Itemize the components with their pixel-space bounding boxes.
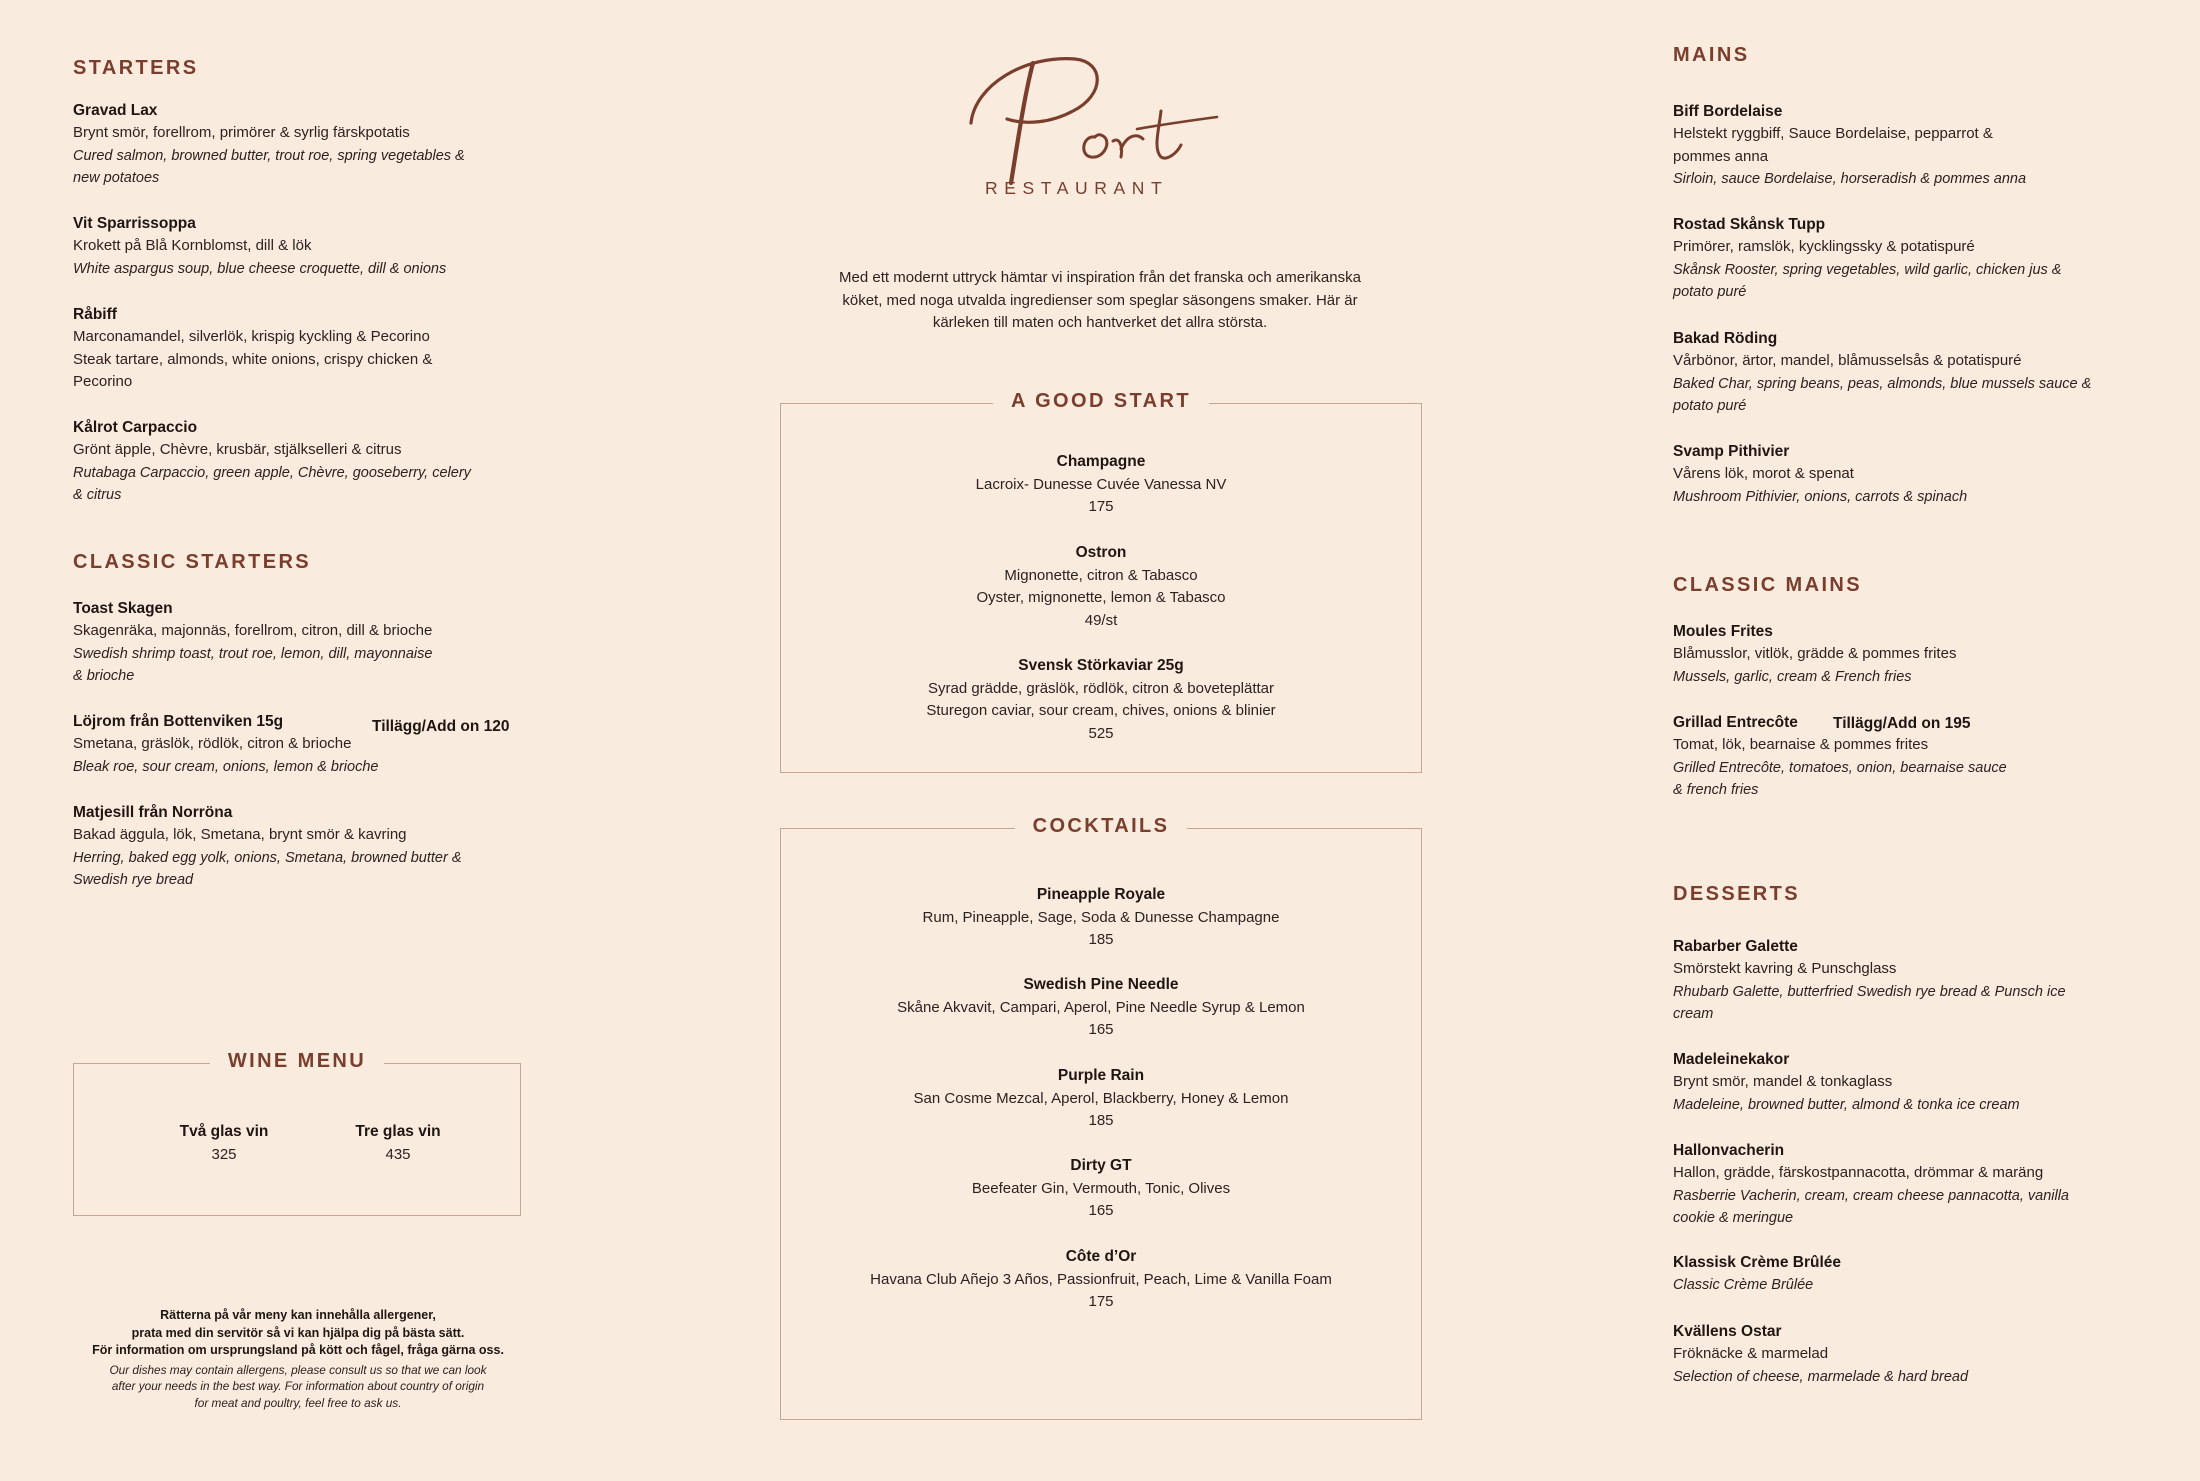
intro-line: kärleken till maten och hantverket det allra största.	[932, 314, 1268, 331]
item-name: Kvällens Ostar	[1673, 1323, 1782, 1340]
item-name: Klassisk Crème Brûlée	[1673, 1254, 1842, 1271]
cocktail-price: 165	[1088, 1202, 1114, 1219]
restaurant-subtitle: RESTAURANT	[985, 178, 1169, 198]
item-description-sv: Bakad äggula, lök, Smetana, brynt smör & kavring	[73, 826, 407, 843]
drink-description: Syrad grädde, gräslök, rödlök, citron & boveteplättar	[927, 679, 1275, 697]
wine-option-name: Två glas vin	[179, 1123, 269, 1140]
wine-menu-title: WINE MENU	[74, 1050, 520, 1073]
item-description-sv: Tomat, lök, bearnaise & pommes frites	[1673, 736, 1929, 753]
cocktail-item	[781, 1246, 1421, 1314]
item-description-en: Swedish shrimp toast, trout roe, lemon, dill, mayonnaise	[73, 645, 433, 662]
menu-item	[73, 213, 533, 280]
item-description-en: Steak tartare, almonds, white onions, crispy chicken &	[73, 350, 433, 368]
menu-item	[73, 802, 533, 892]
menu-item	[1673, 101, 2143, 191]
cocktail-item	[781, 1065, 1421, 1133]
item-description-en: Rutabaga Carpaccio, green apple, Chèvre, gooseberry, celery	[73, 464, 471, 481]
item-description-sv: Vårbönor, ärtor, mandel, blåmusselsås & potatispuré	[1673, 352, 2022, 369]
wine-option-name: Tre glas vin	[355, 1123, 441, 1140]
cocktail-name: Côte d’Or	[1065, 1248, 1137, 1265]
item-description-en: & citrus	[73, 487, 122, 503]
item-name: Löjrom från Bottenviken 15g	[73, 713, 284, 730]
classic-mains-title: CLASSIC MAINS	[1673, 574, 1862, 596]
item-description-en: Classic Crème Brûlée	[1673, 1277, 1814, 1293]
good-start-box	[780, 390, 1422, 773]
item-description-en: potato puré	[1673, 284, 1747, 300]
item-description-sv: Brynt smör, forellrom, primörer & syrlig färskpotatis	[73, 124, 410, 141]
item-description-en: & french fries	[1673, 782, 1759, 798]
cocktail-price: 185	[1088, 931, 1114, 948]
drink-name: Ostron	[1075, 544, 1127, 561]
item-description-en: Mushroom Pithivier, onions, carrots & spinach	[1673, 488, 1968, 505]
drink-item	[781, 655, 1421, 745]
starters-title: STARTERS	[73, 57, 199, 79]
cocktail-name: Swedish Pine Needle	[1023, 976, 1179, 993]
item-name: Rostad Skånsk Tupp	[1673, 216, 1826, 233]
menu-item	[1673, 1049, 2143, 1116]
item-name: Kålrot Carpaccio	[73, 419, 198, 436]
menu-item	[1673, 214, 2143, 304]
cocktail-item	[781, 884, 1421, 952]
drink-name: Svensk Störkaviar 25g	[1018, 657, 1184, 674]
cocktail-description: Skåne Akvavit, Campari, Aperol, Pine Needle Syrup & Lemon	[897, 998, 1305, 1016]
allergen-text-en: for meat and poultry, feel free to ask us.	[194, 1395, 402, 1410]
intro-line: köket, med noga utvalda ingredienser som speglar säsongens smaker. Här är	[842, 291, 1358, 309]
cocktails-box	[780, 815, 1422, 1420]
item-description-en: Rhubarb Galette, butterfried Swedish rye bread & Punsch ice	[1673, 983, 2066, 1000]
item-description-sv: Smetana, gräslök, rödlök, citron & brioche	[73, 735, 352, 752]
item-description-sv: Brynt smör, mandel & tonkaglass	[1673, 1073, 1893, 1090]
item-name: Hallonvacherin	[1673, 1142, 1785, 1159]
item-description-en: Skånsk Rooster, spring vegetables, wild garlic, chicken jus &	[1673, 261, 2062, 278]
menu-item	[73, 100, 533, 190]
menu-item	[73, 304, 533, 394]
menu-item	[1673, 1321, 2143, 1388]
item-description-en: Selection of cheese, marmelade & hard bread	[1673, 1368, 1969, 1385]
item-description-sv: Primörer, ramslök, kycklingssky & potatispuré	[1673, 238, 1975, 255]
item-description-en: White aspargus soup, blue cheese croquette, dill & onions	[73, 260, 447, 277]
good-start-title: A GOOD START	[781, 390, 1421, 413]
cocktail-price: 175	[1088, 1293, 1114, 1310]
item-name: Råbiff	[73, 306, 117, 323]
item-description-sv: Marconamandel, silverlök, krispig kyckling & Pecorino	[73, 328, 430, 345]
wine-option-price: 435	[385, 1145, 411, 1163]
desserts-title: DESSERTS	[1673, 883, 1801, 905]
wine-option	[338, 1121, 458, 1166]
allergen-text-en: Our dishes may contain allergens, please consult us so that we can look	[109, 1362, 487, 1377]
item-description-en: Rasberrie Vacherin, cream, cream cheese pannacotta, vanilla	[1673, 1187, 2069, 1204]
item-name: Vit Sparrissoppa	[73, 215, 196, 232]
item-description-sv: Skagenräka, majonnäs, forellrom, citron, dill & brioche	[73, 622, 433, 639]
cocktail-description: Beefeater Gin, Vermouth, Tonic, Olives	[971, 1179, 1231, 1197]
wine-menu-box	[73, 1050, 521, 1216]
item-name: Toast Skagen	[73, 600, 173, 617]
restaurant-logo	[955, 32, 1245, 205]
allergen-note	[73, 1307, 523, 1411]
addon-price: Tillägg/Add on 195	[1833, 715, 1971, 732]
allergen-text-sv: För information om ursprungsland på kött och fågel, fråga gärna oss.	[92, 1343, 504, 1357]
drink-price: 525	[1088, 724, 1114, 742]
item-name: Biff Bordelaise	[1673, 103, 1783, 120]
drink-description: Lacroix- Dunesse Cuvée Vanessa NV	[975, 475, 1227, 493]
item-description-sv: Krokett på Blå Kornblomst, dill & lök	[73, 237, 312, 254]
item-name: Bakad Röding	[1673, 330, 1778, 347]
intro-line: Med ett modernt uttryck hämtar vi inspiration från det franska och amerikanska	[839, 269, 1361, 286]
cocktail-price: 185	[1088, 1112, 1114, 1129]
cocktail-name: Purple Rain	[1057, 1067, 1145, 1084]
item-description-sv: Fröknäcke & marmelad	[1673, 1345, 1829, 1362]
menu-item	[1673, 441, 2143, 508]
drink-name: Champagne	[1056, 453, 1146, 470]
mains-title: MAINS	[1673, 44, 1750, 66]
wine-option	[164, 1121, 284, 1166]
item-description-en: cookie & meringue	[1673, 1210, 1794, 1226]
item-description-en: potato puré	[1673, 398, 1747, 414]
menu-item	[1673, 328, 2143, 418]
item-description-en: Grilled Entrecôte, tomatoes, onion, bearnaise sauce	[1673, 759, 2007, 776]
cocktail-name: Dirty GT	[1070, 1157, 1132, 1174]
item-name: Gravad Lax	[73, 102, 158, 119]
item-name: Moules Frites	[1673, 623, 1773, 640]
cocktail-description: San Cosme Mezcal, Aperol, Blackberry, Honey & Lemon	[913, 1089, 1289, 1107]
item-description-en: Pecorino	[73, 373, 133, 390]
item-description-sv: Grönt äpple, Chèvre, krusbär, stjälkselleri & citrus	[73, 441, 402, 458]
item-name: Madeleinekakor	[1673, 1051, 1790, 1068]
item-description-en: new potatoes	[73, 170, 160, 186]
drink-item	[781, 451, 1421, 519]
cocktail-name: Pineapple Royale	[1036, 886, 1166, 903]
item-description-en: Swedish rye bread	[73, 872, 194, 888]
menu-item	[1673, 621, 2143, 688]
item-description-en: Cured salmon, browned butter, trout roe, spring vegetables &	[73, 147, 465, 164]
cocktail-price: 165	[1088, 1021, 1114, 1038]
cocktail-description: Havana Club Añejo 3 Años, Passionfruit, Peach, Lime & Vanilla Foam	[870, 1270, 1332, 1288]
wine-option-price: 325	[211, 1145, 237, 1163]
logo-script	[955, 32, 1245, 185]
item-name: Rabarber Galette	[1673, 938, 1798, 955]
item-description-sv: Helstekt ryggbiff, Sauce Bordelaise, pepparrot &	[1673, 125, 1993, 142]
item-description-sv: Blåmusslor, vitlök, grädde & pommes frites	[1673, 645, 1957, 662]
item-description-en: cream	[1673, 1006, 1714, 1022]
drink-description: Mignonette, citron & Tabasco	[1004, 566, 1198, 584]
item-description-sv: Hallon, grädde, färskostpannacotta, drömmar & maräng	[1673, 1164, 2044, 1181]
item-name: Grillad Entrecôte	[1673, 714, 1798, 731]
menu-item	[1673, 1140, 2143, 1230]
item-description-sv: Smörstekt kavring & Punschglass	[1673, 960, 1897, 977]
cocktail-item	[781, 1155, 1421, 1223]
drink-item	[781, 542, 1421, 632]
allergen-text-sv: prata med din servitör så vi kan hjälpa dig på bästa sätt.	[131, 1325, 465, 1340]
item-description-sv: Vårens lök, morot & spenat	[1673, 465, 1854, 482]
menu-item	[73, 417, 533, 507]
item-description-en: & brioche	[73, 668, 135, 684]
item-description-en: Bleak roe, sour cream, onions, lemon & brioche	[73, 758, 379, 775]
drink-price: 175	[1088, 498, 1114, 515]
item-description-en: Mussels, garlic, cream & French fries	[1673, 668, 1912, 685]
item-description-sv: pommes anna	[1673, 147, 1769, 165]
intro-text	[800, 267, 1400, 335]
menu-item	[73, 598, 533, 688]
item-name: Matjesill från Norröna	[73, 804, 233, 821]
item-description-en: Madeleine, browned butter, almond & tonka ice cream	[1673, 1096, 2020, 1113]
cocktail-description: Rum, Pineapple, Sage, Soda & Dunesse Champagne	[922, 908, 1280, 926]
cocktails-title: COCKTAILS	[781, 815, 1421, 838]
item-description-en: Herring, baked egg yolk, onions, Smetana, browned butter &	[73, 849, 462, 866]
menu-item	[1673, 1252, 2143, 1297]
item-name: Svamp Pithivier	[1673, 443, 1790, 460]
drink-description: Oyster, mignonette, lemon & Tabasco	[976, 589, 1226, 606]
drink-description: Sturegon caviar, sour cream, chives, onions & blinier	[926, 702, 1276, 719]
allergen-text-sv: Rätterna på vår meny kan innehålla allergener,	[160, 1308, 436, 1322]
svg-text:Port: Port	[955, 32, 985, 49]
menu-item	[1673, 936, 2143, 1026]
allergen-text-en: after your needs in the best way. For information about country of origin	[111, 1379, 485, 1393]
cocktail-item	[781, 974, 1421, 1042]
classic-starters-title: CLASSIC STARTERS	[73, 551, 312, 573]
drink-price: 49/st	[1084, 611, 1118, 629]
addon-price: Tillägg/Add on 120	[372, 718, 510, 735]
item-description-en: Sirloin, sauce Bordelaise, horseradish & pommes anna	[1673, 171, 2027, 187]
item-description-en: Baked Char, spring beans, peas, almonds, blue mussels sauce &	[1673, 375, 2092, 392]
